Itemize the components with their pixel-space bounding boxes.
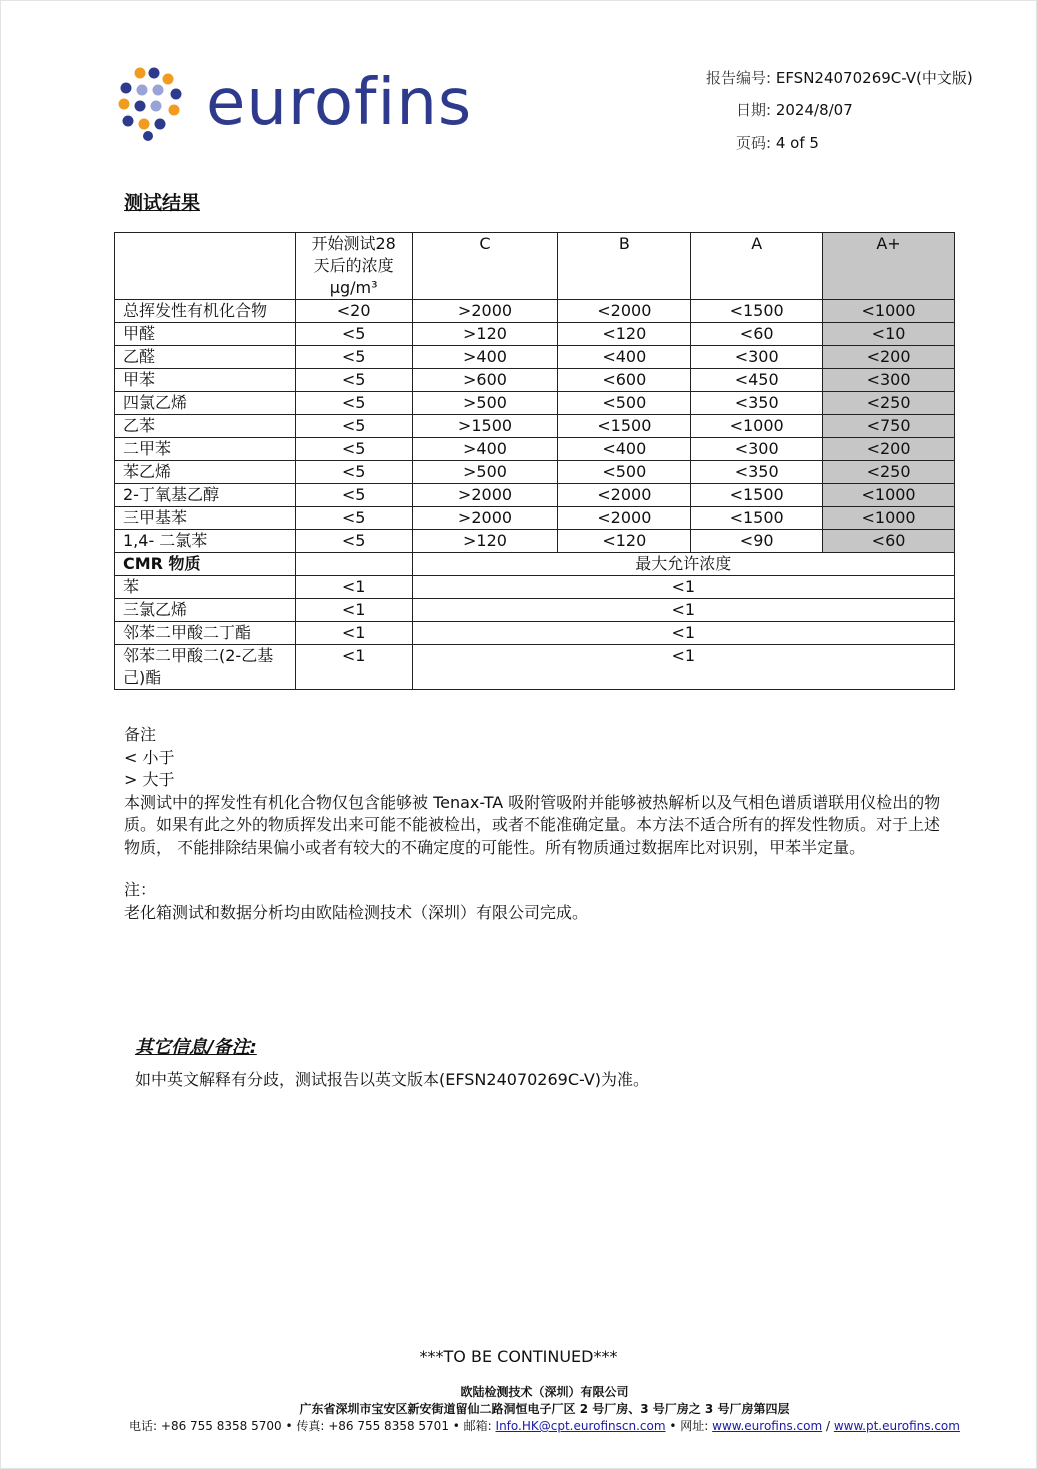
section-title: 测试结果 (124, 192, 201, 214)
footer-web-sep: / (822, 1419, 834, 1433)
table-row (115, 530, 955, 553)
notes-spacer (124, 859, 1009, 879)
table-row (115, 438, 955, 461)
grade-c-limit: >500 (412, 392, 558, 415)
grade-a-limit: <450 (691, 369, 823, 392)
cmr-substance-name-line-2: 己)酯 (123, 668, 162, 687)
logo-text: eurofins (206, 66, 473, 140)
to-be-continued: ***TO BE CONTINUED*** (419, 1347, 618, 1366)
email-link[interactable]: Info.HK@cpt.eurofinscn.com (495, 1419, 666, 1433)
notes-line-1: 本测试中的挥发性有机化合物仅包含能够被 Tenax-TA 吸附管吸附并能够被热解析以及气相色谱质谱联用仪检出的物 (124, 792, 941, 812)
grade-a-limit: <1500 (691, 507, 823, 530)
table-row (115, 415, 955, 438)
grade-a-plus-limit: <750 (823, 415, 955, 438)
header-grade-b: B (558, 233, 691, 300)
cmr-max-value: <1 (412, 576, 954, 599)
substance-name: 三甲基苯 (115, 507, 296, 530)
cmr-header-row (115, 553, 955, 576)
grade-a-limit: <1500 (691, 484, 823, 507)
remark-text: 老化箱测试和数据分析均由欧陆检测技术（深圳）有限公司完成。 (124, 902, 589, 922)
notes-greater: > 大于 (124, 770, 175, 789)
other-info-text: 如中英文解释有分歧，测试报告以英文版本(EFSN24070269C-V)为准。 (135, 1070, 650, 1089)
cmr-max-value: <1 (412, 599, 954, 622)
report-number-value: EFSN24070269C-V(中文版) (775, 69, 973, 87)
cmr-row (115, 645, 955, 690)
footer-web-prefix: • 网址: (665, 1419, 713, 1433)
remark-title: 注： (124, 880, 157, 899)
header-grade-a: A (691, 233, 823, 300)
grade-b-limit: <500 (558, 392, 691, 415)
grade-c-limit: >1500 (412, 415, 558, 438)
grade-b-limit: <2000 (558, 484, 691, 507)
eurofins-logo (118, 66, 478, 142)
grade-b-limit: <120 (558, 323, 691, 346)
grade-a-limit: <1000 (691, 415, 823, 438)
page-number (736, 134, 819, 152)
table-row (115, 300, 955, 323)
grade-a-plus-limit: <200 (823, 346, 955, 369)
footer-contact (0, 1417, 1037, 1434)
results-table (114, 232, 955, 690)
notes-line-2: 质。如果有此之外的物质挥发出来可能不能被检出，或者不能准确定量。本方法不适合所有的挥发性物质。对于上述 (124, 815, 941, 834)
concentration-value: <5 (295, 530, 412, 553)
grade-a-limit: <350 (691, 392, 823, 415)
footer-company: 欧陆检测技术（深圳）有限公司 (460, 1385, 629, 1399)
substance-name: 总挥发性有机化合物 (115, 300, 296, 323)
report-date-label: 日期: (736, 101, 772, 119)
grade-a-plus-limit: <250 (823, 392, 955, 415)
table-row (115, 323, 955, 346)
grade-b-limit: <400 (558, 346, 691, 369)
concentration-value: <20 (295, 300, 412, 323)
grade-a-limit: <90 (691, 530, 823, 553)
page-number-label: 页码: (736, 134, 772, 152)
notes-title: 备注 (124, 725, 157, 744)
substance-name: 苯乙烯 (115, 461, 296, 484)
cmr-max-value: <1 (412, 622, 954, 645)
cmr-substance-name: 苯 (115, 576, 296, 599)
grade-a-plus-limit: <10 (823, 323, 955, 346)
header-concentration: 开始测试28 天后的浓度 μg/m³ (295, 233, 412, 300)
table-row (115, 461, 955, 484)
substance-name: 乙苯 (115, 415, 296, 438)
cmr-row (115, 622, 955, 645)
concentration-value: <5 (295, 415, 412, 438)
table-row (115, 392, 955, 415)
logo-dots-icon (118, 66, 198, 142)
grade-a-limit: <350 (691, 461, 823, 484)
notes-less: < 小于 (124, 747, 175, 767)
grade-a-limit: <300 (691, 438, 823, 461)
report-number-label: 报告编号: (706, 69, 772, 87)
website-link-eurofins[interactable]: www.eurofins.com (712, 1419, 823, 1433)
concentration-value: <5 (295, 461, 412, 484)
table-row (115, 369, 955, 392)
cmr-empty-cell (295, 553, 412, 576)
notes-section (124, 724, 1009, 924)
other-info-title: 其它信息/备注: (135, 1037, 257, 1058)
cmr-concentration-value: <1 (295, 599, 412, 622)
grade-a-plus-limit: <1000 (823, 507, 955, 530)
header-grade-c: C (412, 233, 558, 300)
grade-b-limit: <1500 (558, 415, 691, 438)
footer-address: 广东省深圳市宝安区新安街道留仙二路洞恒电子厂区 2 号厂房、3 号厂房之 3 号厂房第四层 (299, 1402, 790, 1416)
page-number-value: 4 of 5 (775, 134, 819, 152)
table-row (115, 346, 955, 369)
cmr-substance-name: 三氯乙烯 (115, 599, 296, 622)
substance-name: 1,4- 二氯苯 (115, 530, 296, 553)
grade-c-limit: >600 (412, 369, 558, 392)
grade-a-plus-limit: <60 (823, 530, 955, 553)
report-date (736, 101, 853, 119)
grade-a-plus-limit: <300 (823, 369, 955, 392)
grade-b-limit: <600 (558, 369, 691, 392)
substance-name: 甲醛 (115, 323, 296, 346)
grade-a-plus-limit: <250 (823, 461, 955, 484)
grade-a-limit: <60 (691, 323, 823, 346)
cmr-substance-name: 邻苯二甲酸二丁酯 (115, 622, 296, 645)
substance-name: 二甲苯 (115, 438, 296, 461)
substance-name: 乙醛 (115, 346, 296, 369)
substance-name: 2-丁氧基乙醇 (115, 484, 296, 507)
grade-c-limit: >400 (412, 438, 558, 461)
grade-c-limit: >2000 (412, 484, 558, 507)
grade-b-limit: <2000 (558, 300, 691, 323)
grade-b-limit: <2000 (558, 507, 691, 530)
header-empty-cell (115, 233, 296, 300)
concentration-value: <5 (295, 484, 412, 507)
concentration-value: <5 (295, 369, 412, 392)
substance-name: 甲苯 (115, 369, 296, 392)
grade-c-limit: >120 (412, 323, 558, 346)
grade-a-plus-limit: <200 (823, 438, 955, 461)
grade-a-limit: <1500 (691, 300, 823, 323)
cmr-substance-name-line-1: 邻苯二甲酸二(2-乙基 (123, 646, 274, 665)
grade-b-limit: <500 (558, 461, 691, 484)
grade-c-limit: >120 (412, 530, 558, 553)
concentration-value: <5 (295, 507, 412, 530)
cmr-concentration-value: <1 (295, 622, 412, 645)
grade-a-plus-limit: <1000 (823, 484, 955, 507)
cmr-max-value: <1 (412, 645, 954, 690)
grade-c-limit: >2000 (412, 507, 558, 530)
grade-c-limit: >500 (412, 461, 558, 484)
cmr-row (115, 599, 955, 622)
concentration-value: <5 (295, 392, 412, 415)
cmr-max-label: 最大允许浓度 (412, 553, 954, 576)
cmr-substance-name (115, 645, 296, 690)
grade-c-limit: >400 (412, 346, 558, 369)
cmr-concentration-value: <1 (295, 645, 412, 690)
cmr-row (115, 576, 955, 599)
report-number (706, 69, 973, 87)
table-header-row (115, 233, 955, 300)
notes-line-3: 物质， 不能排除结果偏小或者有较大的不确定度的可能性。所有物质通过数据库比对识别，甲苯半定量。 (124, 837, 866, 857)
grade-a-limit: <300 (691, 346, 823, 369)
grade-b-limit: <400 (558, 438, 691, 461)
table-row (115, 507, 955, 530)
report-date-value: 2024/8/07 (775, 101, 853, 119)
concentration-value: <5 (295, 438, 412, 461)
concentration-value: <5 (295, 346, 412, 369)
grade-b-limit: <120 (558, 530, 691, 553)
cmr-label: CMR 物质 (115, 553, 296, 576)
website-link-pt-eurofins[interactable]: www.pt.eurofins.com (833, 1419, 960, 1433)
concentration-value: <5 (295, 323, 412, 346)
substance-name: 四氯乙烯 (115, 392, 296, 415)
cmr-concentration-value: <1 (295, 576, 412, 599)
grade-a-plus-limit: <1000 (823, 300, 955, 323)
table-row (115, 484, 955, 507)
footer-contact-prefix: 电话: +86 755 8358 5700 • 传真: +86 755 8358 5701 • 邮箱: (129, 1419, 496, 1433)
header-grade-a-plus: A+ (823, 233, 955, 300)
grade-c-limit: >2000 (412, 300, 558, 323)
